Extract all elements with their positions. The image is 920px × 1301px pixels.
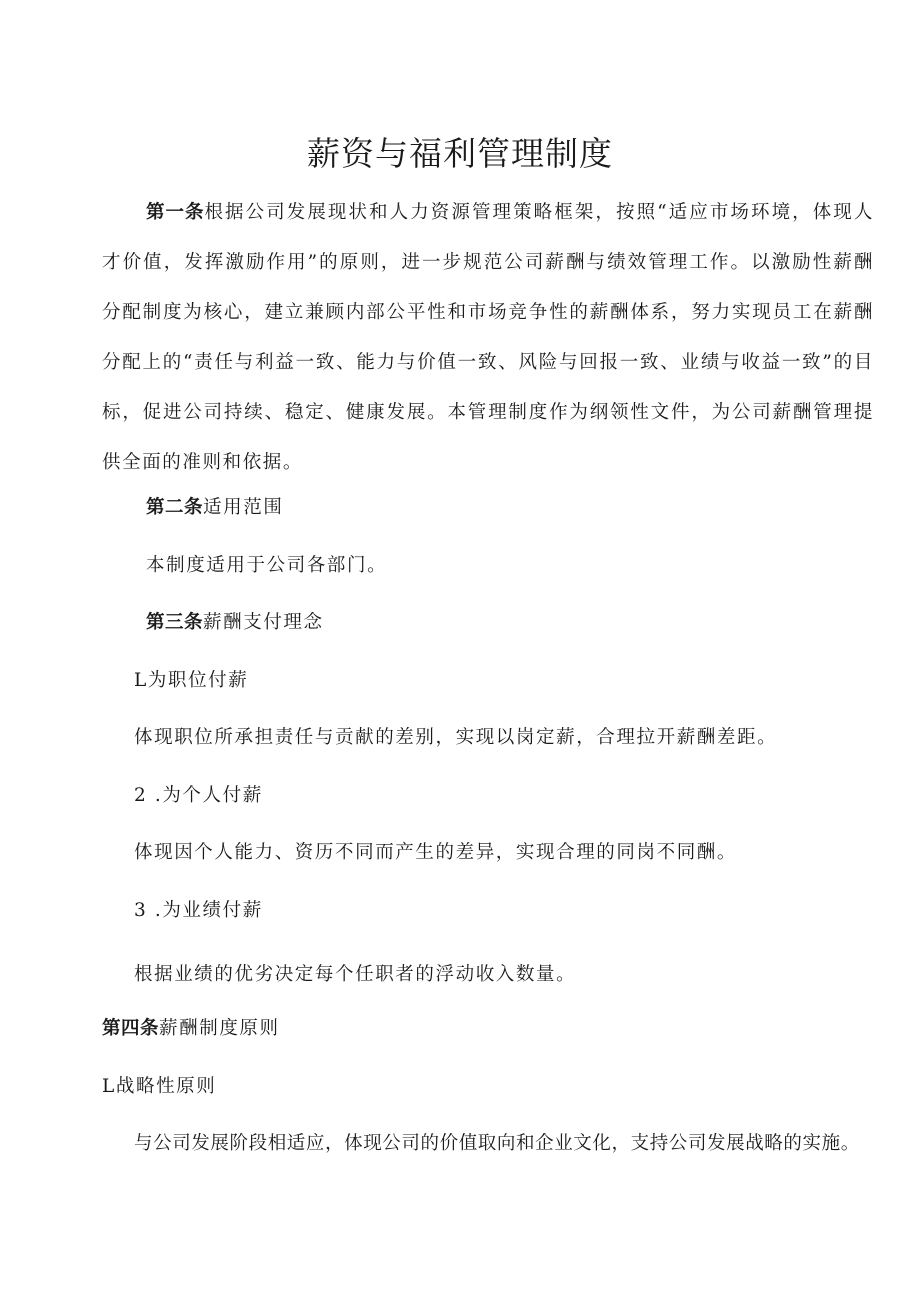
article-2-text: 本制度适用于公司各部门。 bbox=[146, 555, 388, 576]
article-2-heading bbox=[146, 496, 283, 520]
article-3-item-1-title: L为职位付薪 bbox=[134, 670, 249, 691]
article-3-item-3-text: 根据业绩的优劣决定每个任职者的浮动收入数量。 bbox=[134, 964, 577, 985]
document-title: 薪资与福利管理制度 bbox=[307, 134, 613, 173]
article-3-heading-text: 薪酬支付理念 bbox=[203, 612, 324, 633]
article-1-text: 根据公司发展现状和人力资源管理策略框架，按照“适应市场环境，体现人才价值，发挥激励作用”的原则，进一步规范公司薪酬与绩效管理工作。以激励性薪酬分配制度为核心，建立兼顾内部公平性和市场竞争性的薪酬体系，努力实现员工在薪酬分配上的“责任与利益一致、能力与价值一致、风险与回报一致、业绩与收益一致”的目标，促进公司持续、稳定、健康发展。本管理制度作为纲领性文件，为公司薪酬管理提供全面的准则和依据。 bbox=[102, 202, 874, 473]
article-3-item-2-title: 2 .为个人付薪 bbox=[134, 785, 263, 806]
article-3-item-1-text: 体现职位所承担责任与贡献的差别，实现以岗定薪，合理拉开薪酬差距。 bbox=[134, 727, 778, 748]
article-2-label: 第二条 bbox=[146, 497, 204, 518]
article-3-item-2-text: 体现因个人能力、资历不同而产生的差异，实现合理的同岗不同酬。 bbox=[134, 842, 738, 863]
article-4-heading-text: 薪酬制度原则 bbox=[159, 1018, 280, 1039]
article-2-heading-text: 适用范围 bbox=[203, 497, 284, 518]
article-4-item-1-title: L战略性原则 bbox=[102, 1076, 217, 1097]
article-1-paragraph bbox=[102, 188, 874, 488]
article-1-label: 第一条 bbox=[146, 202, 205, 223]
article-4-item-1-text: 与公司发展阶段相适应，体现公司的价值取向和企业文化，支持公司发展战略的实施。 bbox=[134, 1133, 860, 1154]
article-4-label: 第四条 bbox=[102, 1018, 160, 1039]
article-3-item-3-title: 3 .为业绩付薪 bbox=[134, 900, 263, 921]
article-3-label: 第三条 bbox=[146, 612, 204, 633]
article-3-heading bbox=[146, 611, 324, 635]
article-4-heading bbox=[102, 1017, 280, 1041]
